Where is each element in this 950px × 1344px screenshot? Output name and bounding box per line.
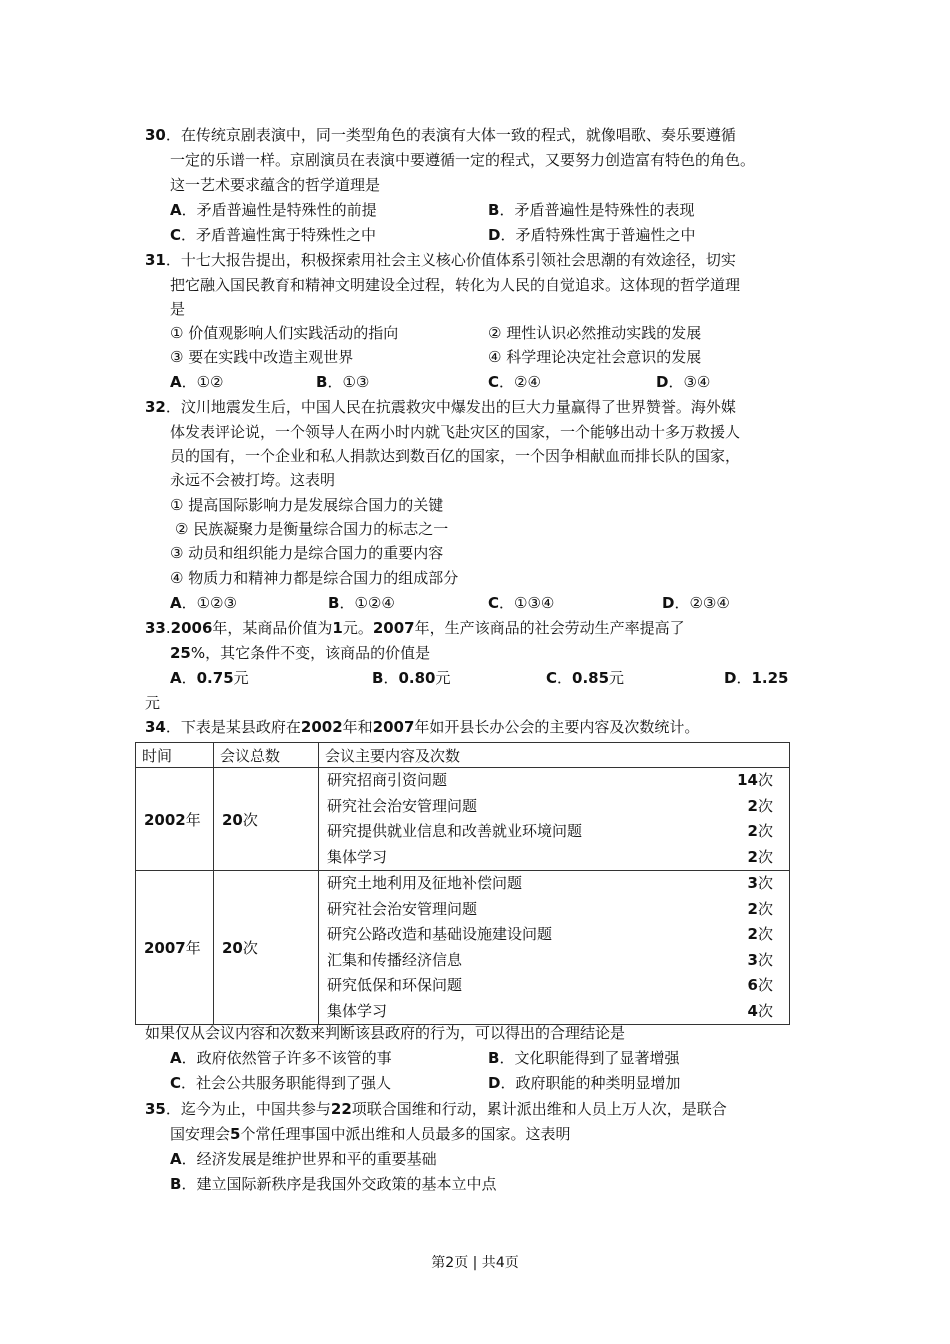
question-33-line-2: 25%，其它条件不变，该商品的价值是 <box>170 644 431 662</box>
question-34-option-a[interactable]: A．政府依然管子许多不该管的事 <box>170 1049 392 1067</box>
question-32-option-b[interactable]: B．①②④ <box>328 594 395 612</box>
question-35-line-1: 35．迄今为止，中国共参与22项联合国维和行动，累计派出维和人员上万人次，是联合 <box>145 1100 727 1118</box>
question-31-option-c[interactable]: C．②④ <box>488 373 541 391</box>
question-35-option-b[interactable]: B．建立国际新秩序是我国外交政策的基本立中点 <box>170 1175 497 1193</box>
question-32-item-2: ② 民族凝聚力是衡量综合国力的标志之一 <box>175 520 449 538</box>
question-30-option-c[interactable]: C．矛盾普遍性寓于特殊性之中 <box>170 226 377 244</box>
question-31-item-2: ② 理性认识必然推动实践的发展 <box>488 324 702 342</box>
question-30-line-1: 30．在传统京剧表演中，同一类型角色的表演有大体一致的程式，就像唱歌、奏乐要遵循 <box>145 126 736 144</box>
question-34-option-b[interactable]: B．文化职能得到了显著增强 <box>488 1049 680 1067</box>
question-30-option-d[interactable]: D．矛盾特殊性寓于普遍性之中 <box>488 226 696 244</box>
table-row: 研究土地利用及征地补偿问题 3次 <box>327 874 773 892</box>
question-34-intro: 34．下表是某县政府在2002年和2007年如开县长办公会的主要内容及次数统计。 <box>145 718 700 736</box>
content-cell <box>319 768 790 871</box>
question-34-prompt: 如果仅从会议内容和次数来判断该县政府的行为，可以得出的合理结论是 <box>145 1024 626 1042</box>
question-31-item-4: ④ 科学理论决定社会意识的发展 <box>488 348 702 366</box>
question-30-number: 30 <box>145 126 166 144</box>
total-cell: 20次 <box>214 768 319 871</box>
table-row: 研究社会治安管理问题 2次 <box>327 899 773 918</box>
table-row: 研究社会治安管理问题 2次 <box>327 796 773 815</box>
question-35-line-2: 国安理会5个常任理事国中派出维和人员最多的国家。这表明 <box>170 1125 571 1143</box>
question-33-option-d-unit: 元 <box>145 694 161 712</box>
header-total: 会议总数 <box>214 743 319 768</box>
question-34-option-d[interactable]: D．政府职能的种类明显增加 <box>488 1074 681 1092</box>
page-footer: 第2页 | 共4页 <box>431 1255 519 1271</box>
content-cell <box>319 871 790 1025</box>
question-33-line-1: 33.2006年，某商品价值为1元。2007年，生产该商品的社会劳动生产率提高了 <box>145 619 685 637</box>
question-30-option-b[interactable]: B．矛盾普遍性是特殊性的表现 <box>488 201 695 219</box>
header-content: 会议主要内容及次数 <box>319 743 790 768</box>
question-31-option-d[interactable]: D．③④ <box>656 373 711 391</box>
question-33-option-c[interactable]: C．0.85元 <box>546 669 625 687</box>
question-33-number: 33 <box>145 619 166 637</box>
question-32-line-3: 员的国有，一个企业和私人捐款达到数百亿的国家，一个因争相献血而排长队的国家， <box>170 447 741 465</box>
page-total: 4 <box>495 1255 505 1271</box>
table-row-2002 <box>136 768 790 871</box>
question-35-option-a[interactable]: A．经济发展是维护世界和平的重要基础 <box>170 1150 437 1168</box>
question-31-item-1: ① 价值观影响人们实践活动的指向 <box>170 324 399 342</box>
question-31-item-3: ③ 要在实践中改造主观世界 <box>170 348 354 366</box>
question-31-line-3: 是 <box>170 300 186 318</box>
table-header-row <box>136 743 790 768</box>
question-35-number: 35 <box>145 1100 166 1118</box>
table-row: 集体学习 4次 <box>327 1001 773 1020</box>
question-31-option-a[interactable]: A．①② <box>170 373 224 391</box>
year-cell: 2007年 <box>136 871 214 1025</box>
table-row: 研究公路改造和基础设施建设问题 2次 <box>327 925 773 943</box>
question-31-option-b[interactable]: B．①③ <box>316 373 370 391</box>
question-32-item-4: ④ 物质力和精神力都是综合国力的组成部分 <box>170 569 459 587</box>
table-row-2007 <box>136 871 790 1025</box>
page-number: 2 <box>445 1255 455 1271</box>
question-32-line-4: 永远不会被打垮。这表明 <box>170 471 336 489</box>
year-cell: 2002年 <box>136 768 214 871</box>
question-31-line-1: 31．十七大报告提出，积极探索用社会主义核心价值体系引领社会思潮的有效途径，切实 <box>145 251 736 269</box>
meeting-stats-table <box>135 742 790 1025</box>
question-32-line-2: 体发表评论说，一个领导人在两小时内就飞赴灾区的国家，一个能够出动十多万救援人 <box>170 423 741 441</box>
question-34-option-c[interactable]: C．社会公共服务职能得到了强人 <box>170 1074 392 1092</box>
question-34-number: 34 <box>145 718 166 736</box>
question-31-line-2: 把它融入国民教育和精神文明建设全过程，转化为人民的自觉追求。这体现的哲学道理 <box>170 276 741 294</box>
question-30-line-3: 这一艺术要求蕴含的哲学道理是 <box>170 176 381 194</box>
question-32-item-3: ③ 动员和组织能力是综合国力的重要内容 <box>170 544 444 562</box>
header-time: 时间 <box>136 743 214 768</box>
total-cell: 20次 <box>214 871 319 1025</box>
table-row: 研究提供就业信息和改善就业环境问题 2次 <box>327 822 773 840</box>
table-row: 汇集和传播经济信息 3次 <box>327 950 773 969</box>
question-31-number: 31 <box>145 251 166 269</box>
question-30-line-2: 一定的乐谱一样。京剧演员在表演中要遵循一定的程式，又要努力创造富有特色的角色。 <box>170 151 756 169</box>
question-32-item-1: ① 提高国际影响力是发展综合国力的关键 <box>170 496 444 514</box>
question-32-number: 32 <box>145 398 166 416</box>
question-30-option-a[interactable]: A．矛盾普遍性是特殊性的前提 <box>170 201 377 219</box>
question-32-line-1: 32．汶川地震发生后，中国人民在抗震救灾中爆发出的巨大力量赢得了世界赞誉。海外媒 <box>145 398 736 416</box>
question-32-option-d[interactable]: D．②③④ <box>662 594 730 612</box>
question-33-option-b[interactable]: B．0.80元 <box>372 669 451 687</box>
question-32-option-c[interactable]: C．①③④ <box>488 594 555 612</box>
table-row: 研究低保和环保问题 6次 <box>327 976 773 994</box>
question-33-option-a[interactable]: A．0.75元 <box>170 669 249 687</box>
question-32-option-a[interactable]: A．①②③ <box>170 594 237 612</box>
table-row: 集体学习 2次 <box>327 847 773 866</box>
table-row: 研究招商引资问题 14次 <box>327 771 773 789</box>
question-33-option-d[interactable]: D．1.25 <box>724 669 789 687</box>
